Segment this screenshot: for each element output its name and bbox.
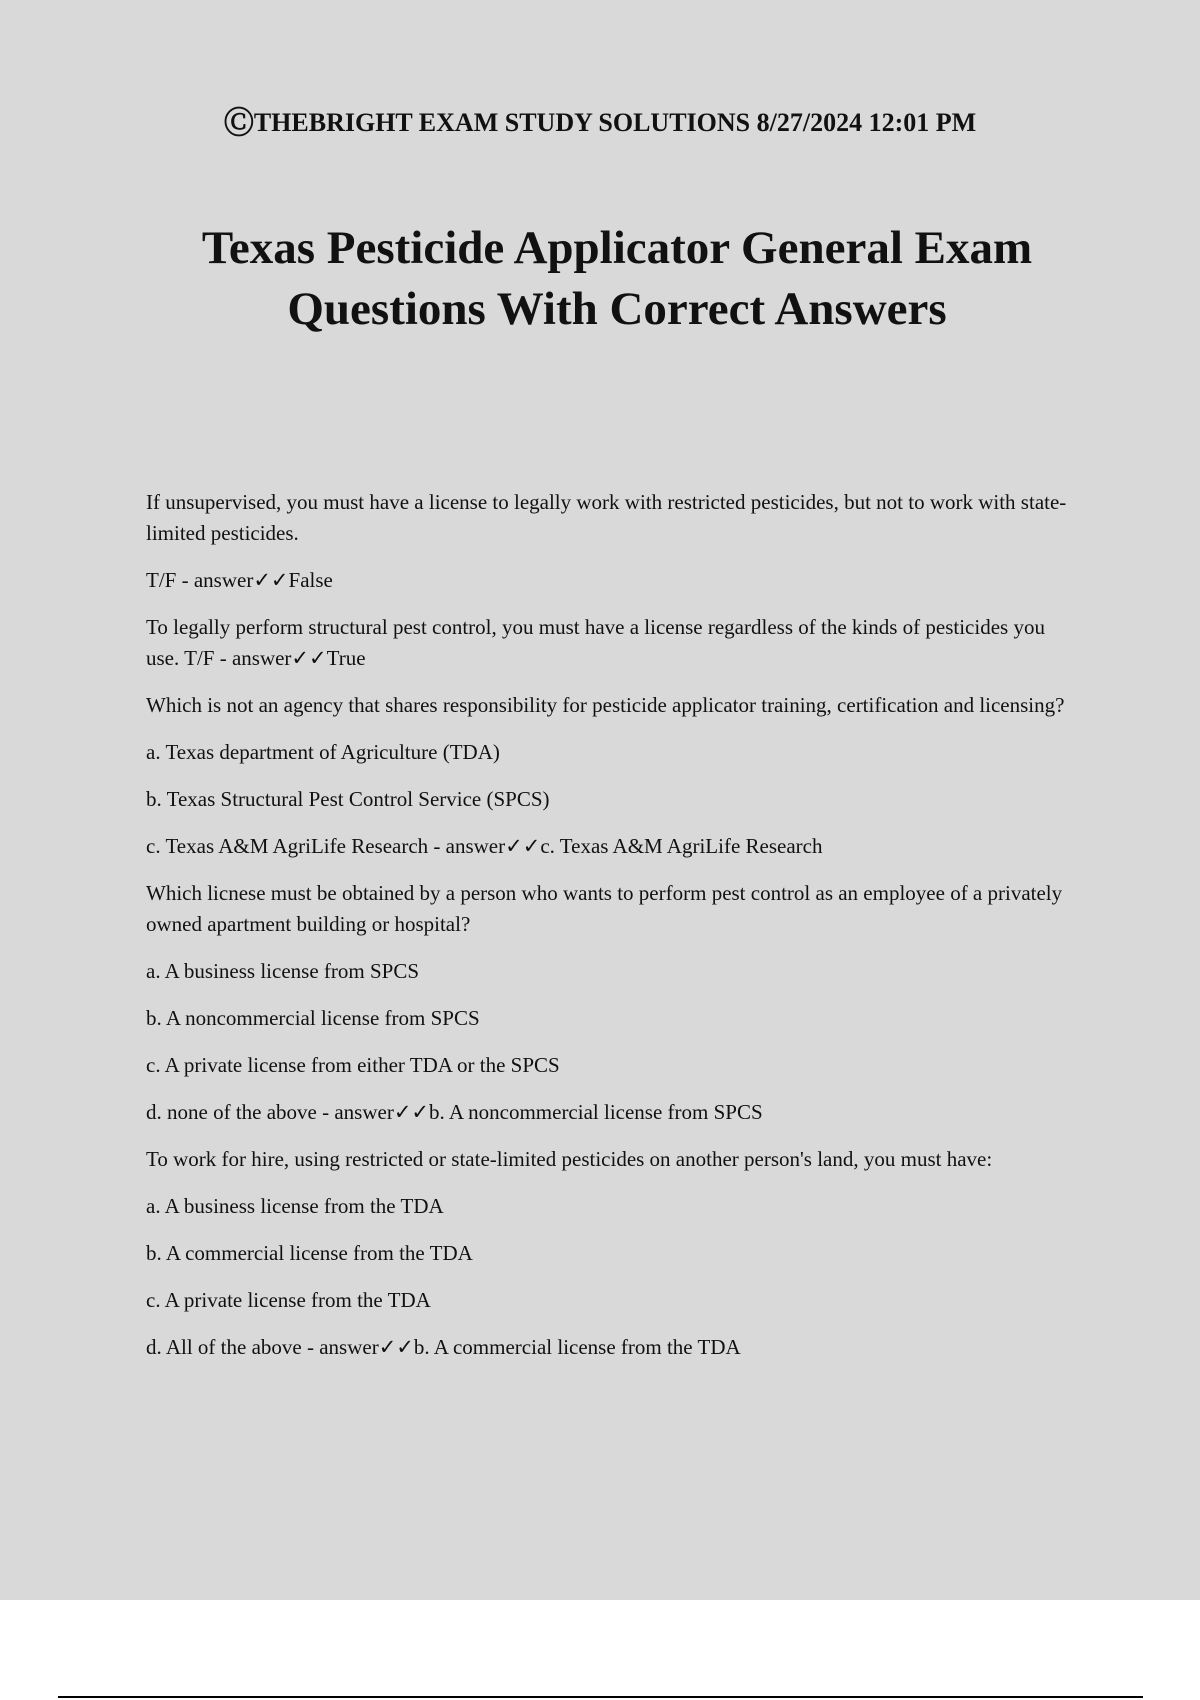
answer-text: True [326,646,366,670]
paragraph-text: a. A business license from the TDA [146,1194,444,1218]
answer-text: b. A commercial license from the TDA [413,1335,741,1359]
checkmark-icon: ✓✓ [253,568,289,592]
paragraph-text: c. A private license from either TDA or the SPCS [146,1053,560,1077]
header-text: THEBRIGHT EXAM STUDY SOLUTIONS 8/27/2024 12:01 PM [253,108,977,137]
answer-text: c. Texas A&M AgriLife Research [540,834,823,858]
paragraph-text: a. Texas department of Agriculture (TDA) [146,740,500,764]
paragraph [146,1050,1076,1081]
paragraph [146,1003,1076,1034]
document-title [100,218,1134,340]
paragraph-text: b. A noncommercial license from SPCS [146,1006,480,1030]
paragraph-text: a. A business license from SPCS [146,959,420,983]
paragraph [146,1191,1076,1222]
paragraph [146,737,1076,768]
paragraph-text: b. Texas Structural Pest Control Service (SPCS) [146,787,550,811]
paragraph-text: Which is not an agency that shares responsibility for pesticide applicator training, certification and licensing? [146,693,1065,717]
paragraph [146,831,1076,862]
title-line-2: Questions With Correct Answers [287,283,947,335]
paragraph [146,1144,1076,1175]
paragraph-text: c. Texas A&M AgriLife Research - answer [146,834,506,858]
checkmark-icon: ✓✓ [505,834,541,858]
title-line-1: Texas Pesticide Applicator General Exam [201,222,1033,274]
page-header [0,98,1200,142]
paragraph [146,612,1076,674]
paragraph [146,1238,1076,1269]
paragraph-text: c. A private license from the TDA [146,1288,431,1312]
paragraph-text: d. none of the above - answer [146,1100,394,1124]
copyright-icon: Ⓒ [223,106,254,141]
answer-text: b. A noncommercial license from SPCS [429,1100,763,1124]
paragraph [146,690,1076,721]
paragraph-text: d. All of the above - answer [146,1335,379,1359]
answer-text: False [288,568,333,592]
paragraph [146,1097,1076,1128]
qa-content [146,487,1076,1379]
paragraph-text: To work for hire, using restricted or state-limited pesticides on another person's land, you must have: [146,1147,993,1171]
checkmark-icon: ✓✓ [291,646,327,670]
paragraph [146,1285,1076,1316]
paragraph [146,784,1076,815]
paragraph [146,956,1076,987]
paragraph [146,565,1076,596]
checkmark-icon: ✓✓ [393,1100,430,1124]
paragraph-text: b. A commercial license from the TDA [146,1241,473,1265]
paragraph [146,1332,1076,1363]
paragraph-text: Which licnese must be obtained by a person who wants to perform pest control as an employee of a privately owned apartment building or hospital? [146,881,1063,936]
paragraph-text: To legally perform structural pest control, you must have a license regardless of the kinds of pesticides you use. T/F - answer [146,615,1045,670]
paragraph [146,487,1076,549]
footer-divider [58,1696,1143,1698]
paragraph-text: T/F - answer [146,568,254,592]
paragraph [146,878,1076,940]
checkmark-icon: ✓✓ [378,1335,414,1359]
paragraph-text: If unsupervised, you must have a license to legally work with restricted pesticides, but not to work with state-limited pesticides. [146,490,1067,545]
